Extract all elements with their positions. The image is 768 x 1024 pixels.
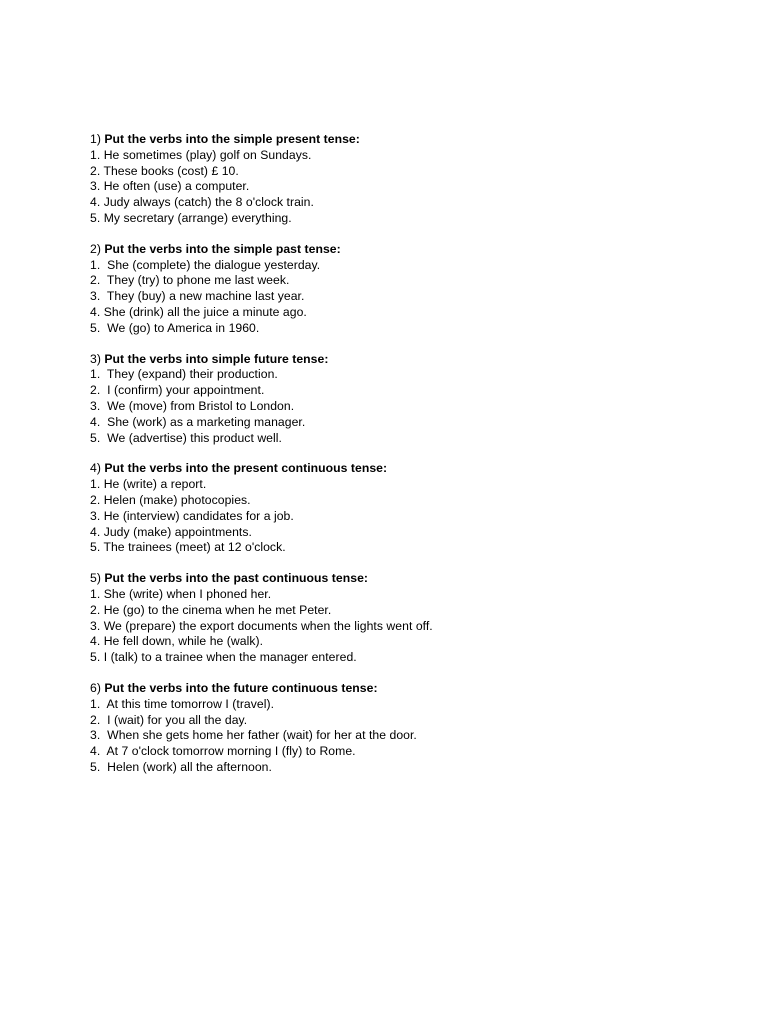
section-heading	[90, 132, 690, 148]
list-item: 5. We (advertise) this product well.	[90, 430, 282, 445]
list-item: 2. These books (cost) £ 10.	[90, 163, 239, 178]
list-item: 5. Helen (work) all the afternoon.	[90, 759, 272, 774]
section-number: 5)	[90, 571, 101, 586]
exercise-section-5	[90, 571, 690, 666]
exercise-section-4	[90, 461, 690, 556]
list-item: 4. She (drink) all the juice a minute ago.	[90, 304, 307, 319]
list-item: 1. At this time tomorrow I (travel).	[90, 696, 275, 711]
exercise-section-1	[90, 132, 690, 227]
list-item: 2. I (wait) for you all the day.	[90, 712, 248, 727]
list-item: 4. At 7 o'clock tomorrow morning I (fly) to Rome.	[90, 744, 356, 759]
list-item: 5. My secretary (arrange) everything.	[90, 210, 292, 225]
exercise-section-3	[90, 352, 690, 447]
section-number: 1)	[90, 132, 101, 146]
section-number: 2)	[90, 241, 101, 256]
list-item: 1. She (write) when I phoned her.	[90, 586, 272, 601]
exercise-list	[90, 132, 690, 791]
list-item: 1. He sometimes (play) golf on Sundays.	[90, 147, 312, 162]
section-title: Put the verbs into simple future tense:	[104, 351, 329, 366]
section-heading	[90, 571, 690, 587]
section-title: Put the verbs into the present continuous tense:	[104, 461, 388, 476]
list-item: 3. We (prepare) the export documents when the lights went off.	[90, 618, 433, 633]
section-heading	[90, 352, 690, 368]
list-item: 3. He (interview) candidates for a job.	[90, 508, 294, 523]
list-item: 3. They (buy) a new machine last year.	[90, 289, 305, 304]
list-item: 5. I (talk) to a trainee when the manager entered.	[90, 650, 357, 665]
section-heading	[90, 681, 690, 697]
section-heading	[90, 461, 690, 477]
list-item: 2. Helen (make) photocopies.	[90, 492, 251, 507]
list-item: 1. They (expand) their production.	[90, 367, 278, 382]
exercise-section-6	[90, 681, 690, 776]
section-heading	[90, 242, 690, 258]
list-item: 5. We (go) to America in 1960.	[90, 320, 260, 335]
list-item: 2. They (try) to phone me last week.	[90, 273, 290, 288]
list-item: 4. Judy (make) appointments.	[90, 524, 252, 539]
list-item: 4. He fell down, while he (walk).	[90, 634, 264, 649]
section-title: Put the verbs into the simple past tense:	[104, 241, 341, 256]
list-item: 2. He (go) to the cinema when he met Peter.	[90, 602, 332, 617]
list-item: 2. I (confirm) your appointment.	[90, 383, 265, 398]
section-number: 3)	[90, 351, 101, 366]
list-item: 1. He (write) a report.	[90, 477, 207, 492]
section-title: Put the verbs into the future continuous tense:	[104, 680, 378, 695]
list-item: 1. She (complete) the dialogue yesterday.	[90, 257, 321, 272]
section-title: Put the verbs into the past continuous tense:	[104, 571, 369, 586]
list-item: 4. Judy always (catch) the 8 o'clock train.	[90, 195, 314, 210]
list-item: 4. She (work) as a marketing manager.	[90, 414, 306, 429]
list-item: 5. The trainees (meet) at 12 o'clock.	[90, 540, 286, 555]
list-item: 3. He often (use) a computer.	[90, 179, 250, 194]
section-title: Put the verbs into the simple present tense:	[104, 132, 360, 146]
section-number: 4)	[90, 461, 101, 476]
section-number: 6)	[90, 680, 101, 695]
list-item: 3. When she gets home her father (wait) for her at the door.	[90, 728, 417, 743]
list-item: 3. We (move) from Bristol to London.	[90, 398, 295, 413]
exercise-section-2	[90, 242, 690, 337]
